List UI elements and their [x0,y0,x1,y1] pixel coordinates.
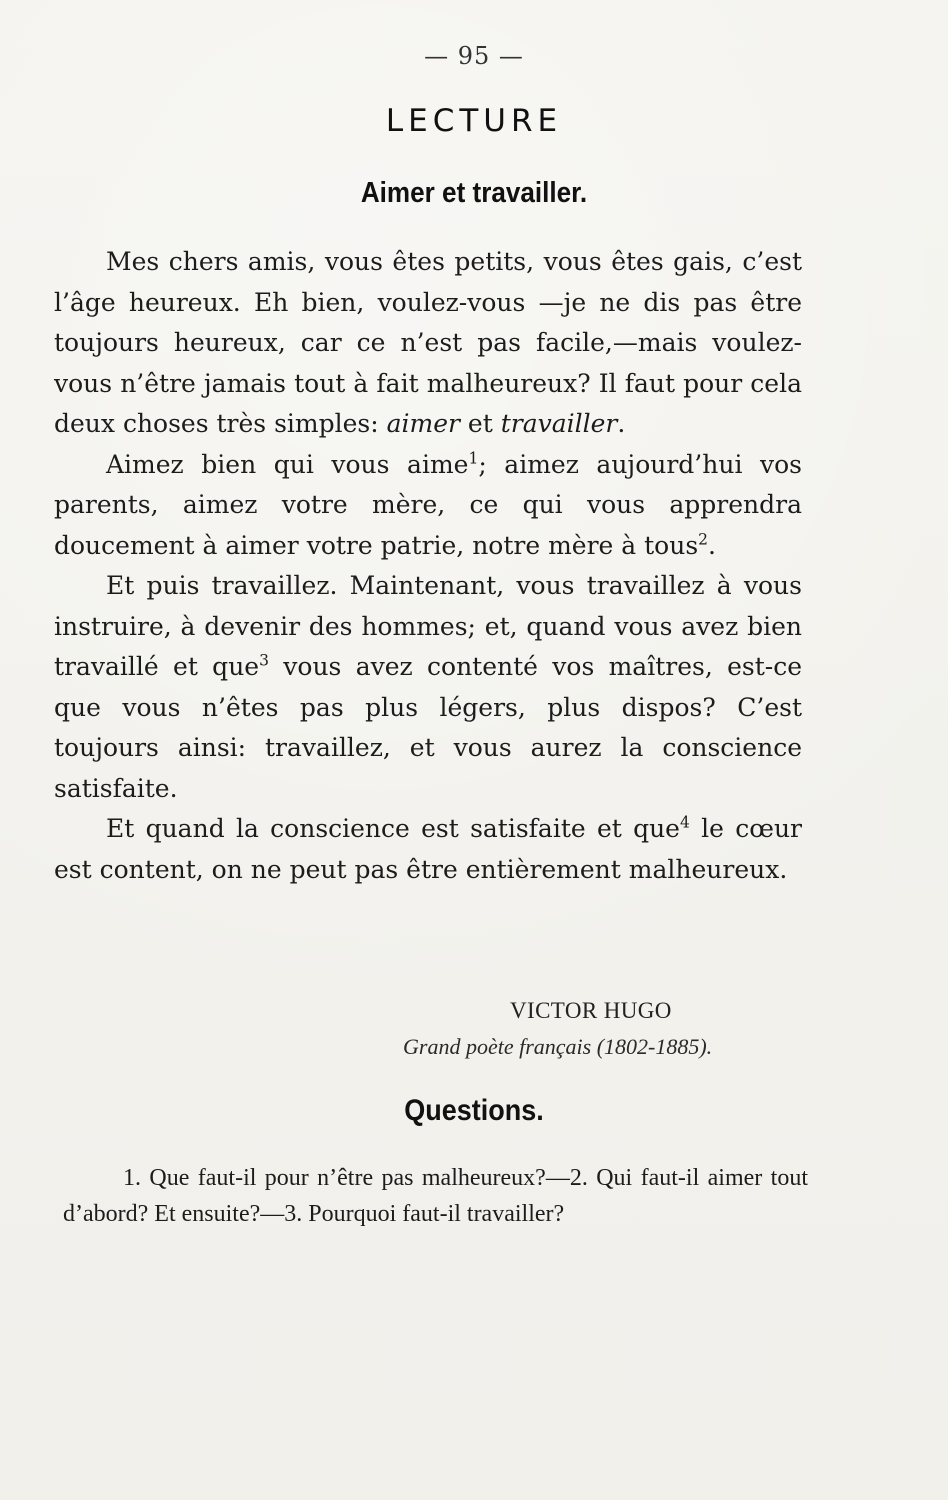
section-title: LECTURE [385,103,563,139]
paragraph-2-text-start: Aimez bien qui vous aime [106,449,469,479]
paragraph-2 [54,445,802,567]
paragraph-1-text-start: Mes chers amis, vous êtes petits, vous êtes gais, c’est l’âge heureux. Eh bien, voulez-vous —je ne dis pas être toujours heureux, car ce n’est pas facile,—mais voulez-vous n’être jamais tout à fait malheureux? Il faut pour cela deux choses très simples: [54,247,802,438]
page-number: — 95 — [424,42,524,70]
paragraph-3-text-start: Et puis travaillez. Maintenant, vous travaillez à vous instruire, à devenir des hommes; et, quand vous avez bien travaillé et que [54,571,802,681]
reading-text [54,242,802,890]
reading-title: Aimer et travailler. [360,177,588,209]
paragraph-1-text-end: . [617,409,626,438]
author-name: VICTOR HUGO [510,998,672,1023]
emphasis-aimer: aimer [386,409,460,438]
paragraph-3 [54,566,802,809]
footnote-marker-1: 1 [468,449,479,468]
questions-title: Questions. [404,1094,544,1127]
footnote-marker-3: 3 [259,651,269,670]
paragraph-4-text-end: le cœur est content, on ne peut pas être entièrement malheureux. [54,814,802,884]
footnote-marker-2: 2 [698,530,709,549]
paragraph-1 [54,242,802,445]
author-description: Grand poète français (1802-1885). [403,1034,713,1059]
paragraph-4 [54,809,802,890]
paragraph-2-text-middle: ; aimez aujourd’hui vos parents, aimez votre mère, ce qui vous apprendra doucement à aimer votre patrie, notre mère à tous [54,449,802,560]
footnote-marker-4: 4 [679,813,690,832]
emphasis-travailler: travailler [500,409,618,438]
paragraph-1-connector: et [459,409,501,438]
paragraph-4-text-start: Et quand la conscience est satisfaite et que [106,814,680,843]
paragraph-2-text-end: . [708,530,716,560]
paragraph-3-text-end: vous avez contenté vos maîtres, est-ce que vous n’êtes pas plus légers, plus dispos? C’est toujours ainsi: travaillez, et vous aurez la conscience satisfaite. [54,652,802,803]
questions-text: 1. Que faut-il pour n’être pas malheureux?—2. Qui faut-il aimer tout d’abord? Et ensuite?—3. Pourquoi faut-il travailler? [63,1165,808,1227]
